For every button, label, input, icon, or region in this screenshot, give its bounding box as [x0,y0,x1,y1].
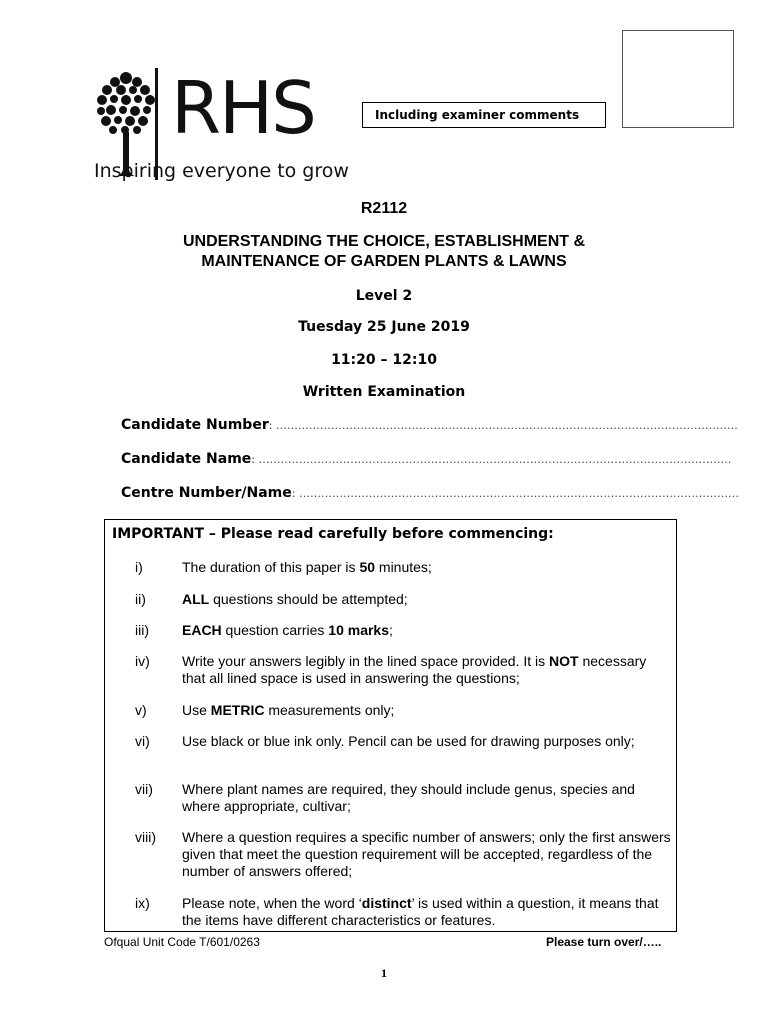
instruction-emphasis: EACH [182,622,222,638]
instruction-fragment: measurements only; [264,702,395,718]
instruction-emphasis: ALL [182,591,210,607]
exam-time: 11:20 – 12:10 [331,352,437,368]
instruction-text [182,895,672,929]
instruction-emphasis: distinct [361,895,412,911]
field-dotted-line: : ………………………………………………………………………………………………………………… [251,453,732,466]
instruction-text [182,622,672,639]
instruction-fragment: ; [389,622,393,638]
field-label: Centre Number/Name [121,485,292,501]
instruction-number: vi) [135,733,150,749]
instruction-number: iii) [135,622,149,638]
logo-wordmark: RHS [171,66,315,150]
field-label: Candidate Name [121,451,252,467]
instruction-fragment: ’ is used within a question, it means that the items have different characteristics or features. [182,895,659,928]
instruction-fragment: Where a question requires a specific number of answers; only the first answers given that meet the question requirement will be accepted, regardless of the number of answers offered; [182,829,671,879]
instruction-fragment: question carries [221,622,329,638]
instruction-fragment: Use black or blue ink only. Pencil can be used for drawing purposes only; [182,733,635,749]
centre-number-name-field[interactable] [121,485,739,501]
important-heading: IMPORTANT – Please read carefully before commencing: [112,526,554,542]
turn-over-note: Please turn over/….. [546,935,662,949]
instruction-number: vii) [135,781,153,797]
exam-title-line-2: MAINTENANCE OF GARDEN PLANTS & LAWNS [201,253,567,270]
field-dotted-line: : ………………………………………………………………………………………………………… [291,487,739,500]
exam-type: Written Examination [302,384,466,400]
field-label: Candidate Number [121,417,269,433]
instruction-number: ix) [135,895,150,911]
instruction-emphasis: 10 marks [328,622,389,638]
instruction-fragment: Please note, when the word ‘ [182,895,362,911]
instruction-emphasis: NOT [549,653,579,669]
instruction-text [182,559,672,576]
exam-title-line-1: UNDERSTANDING THE CHOICE, ESTABLISHMENT & [182,233,586,250]
logo-tagline: Inspiring everyone to grow [94,160,349,182]
instruction-text [182,829,672,880]
page-number: 1 [381,966,387,980]
instruction-number: i) [135,559,143,575]
instruction-fragment: Write your answers legibly in the lined space provided. It is [182,653,550,669]
candidate-name-field[interactable] [121,451,732,467]
exam-level: Level 2 [355,288,413,304]
exam-date: Tuesday 25 June 2019 [298,319,470,335]
instruction-number: v) [135,702,147,718]
instruction-fragment: Where plant names are required, they should include genus, species and where appropriate, cultivar; [182,781,635,814]
instruction-text [182,781,672,815]
examiner-comments-label: Including examiner comments [362,102,606,128]
instruction-fragment: The duration of this paper is [182,559,360,575]
field-dotted-line: : ……………………………………………………………………………………………………………… [268,419,738,432]
exam-code: R2112 [360,200,408,217]
candidate-number-field[interactable] [121,417,738,433]
instruction-fragment: minutes; [375,559,432,575]
instruction-emphasis: 50 [359,559,376,575]
instruction-text [182,591,672,608]
instruction-emphasis: METRIC [210,702,265,718]
instruction-text [182,653,672,687]
unit-code: Ofqual Unit Code T/601/0263 [104,935,260,949]
blank-corner-box [622,30,734,128]
instruction-number: viii) [135,829,156,845]
instruction-fragment: questions should be attempted; [209,591,408,607]
instruction-number: ii) [135,591,146,607]
instruction-fragment: Use [182,702,211,718]
instruction-text [182,702,672,719]
instruction-text [182,733,672,750]
instruction-fragment: necessary that all lined space is used in answering the questions; [182,653,647,686]
instruction-number: iv) [135,653,150,669]
